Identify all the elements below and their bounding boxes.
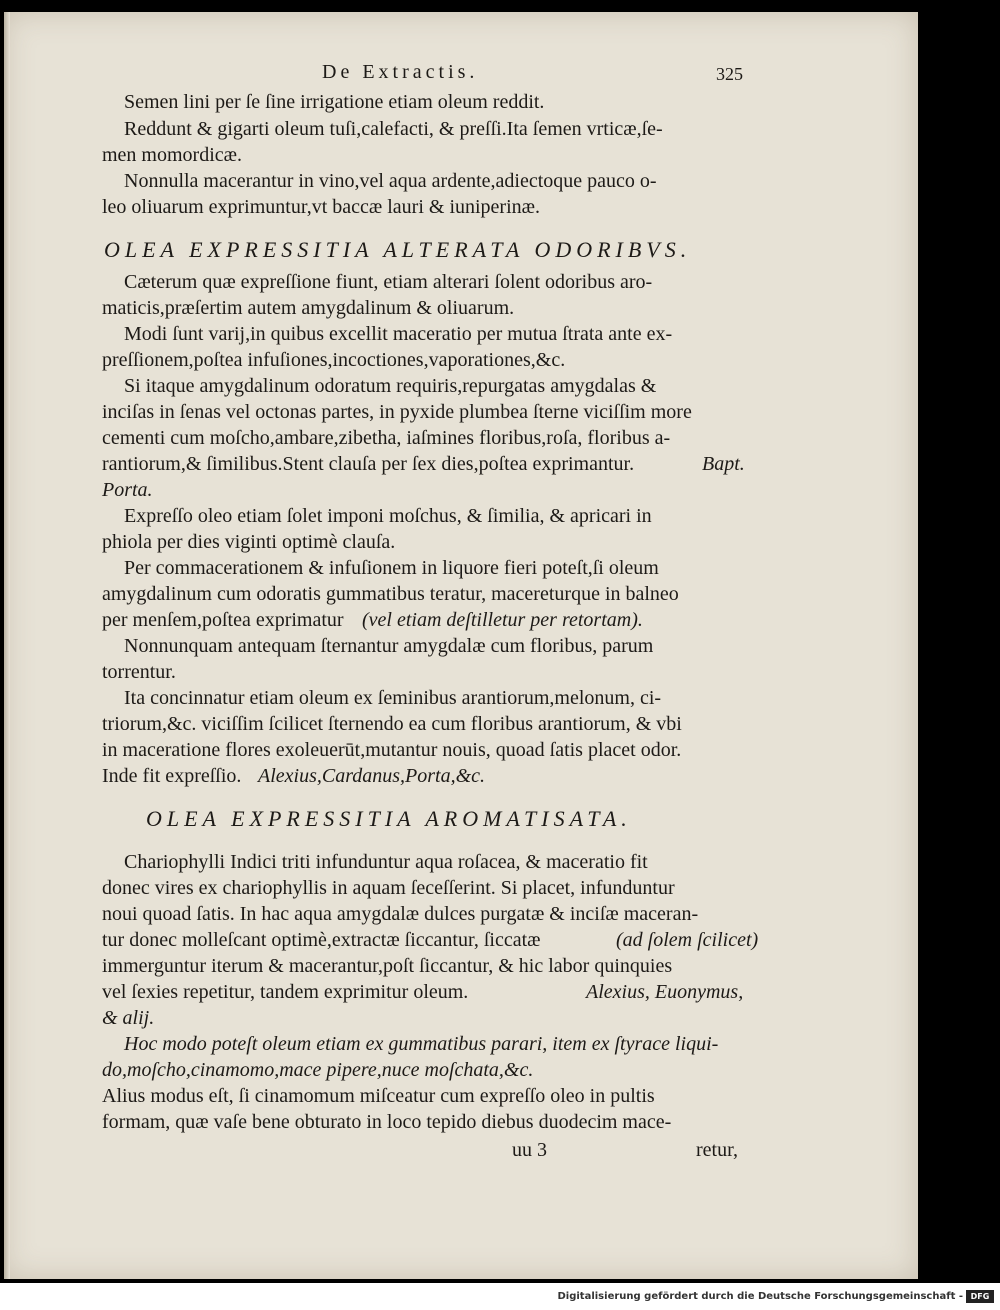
text-line: in maceratione flores exoleuerūt,mutantur nouis, quoad ſatis placet odor. <box>102 739 682 761</box>
text-line: preſſionem,poſtea infuſiones,incoctiones,vaporationes,&c. <box>102 349 566 371</box>
author-reference: Porta. <box>102 479 153 501</box>
text-line: Expreſſo oleo etiam ſolet imponi moſchus, & ſimilia, & apricari in <box>124 505 652 527</box>
text-line: Alius modus eſt, ſi cinamomum miſceatur cum expreſſo oleo in pultis <box>102 1085 655 1107</box>
text-line: formam, quæ vaſe bene obturato in loco tepido diebus duodecim mace- <box>102 1111 672 1133</box>
page-number: 325 <box>716 64 743 84</box>
text-line: phiola per dies viginti optimè clauſa. <box>102 531 396 553</box>
text-line: Inde fit expreſſio. <box>102 765 242 787</box>
italic-note: (ad ſolem ſcilicet) <box>616 929 759 951</box>
text-line: maticis,præſertim autem amygdalinum & oliuarum. <box>102 297 515 319</box>
text-line: Reddunt & gigarti oleum tuſi,calefacti, & preſſi.Ita ſemen vrticæ,ſe- <box>124 118 663 140</box>
text-line: amygdalinum cum odoratis gummatibus teratur, macereturque in balneo <box>102 583 679 605</box>
signature-mark: uu 3 <box>512 1139 547 1161</box>
text-line: tur donec molleſcant optimè,extractæ ſiccantur, ſiccatæ <box>102 929 541 951</box>
text-line: Si itaque amygdalinum odoratum requiris,repurgatas amygdalas & <box>124 375 657 397</box>
author-reference: & alij. <box>102 1007 155 1029</box>
catchword: retur, <box>696 1139 738 1161</box>
running-head: De Extractis. <box>322 61 479 83</box>
text-line: immerguntur iterum & macerantur,poſt ſiccantur, & hic labor quinquies <box>102 955 673 977</box>
text-line: inciſas in ſenas vel octonas partes, in pyxide plumbea ſterne viciſſim more <box>102 401 692 423</box>
digitization-footer <box>0 1283 1000 1310</box>
author-reference: Alexius, Euonymus, <box>586 981 744 1003</box>
text-line: cementi cum moſcho,ambare,zibetha, iaſmines floribus,roſa, floribus a- <box>102 427 671 449</box>
author-reference: Bapt. <box>702 453 745 475</box>
section-heading: OLEA EXPRESSITIA AROMATISATA. <box>146 806 632 831</box>
text-line: Semen lini per ſe ſine irrigatione etiam oleum reddit. <box>124 91 545 113</box>
text-line: leo oliuarum exprimuntur,vt baccæ lauri & iuniperinæ. <box>102 196 540 218</box>
italic-line: Hoc modo poteſt oleum etiam ex gummatibus parari, item ex ſtyrace liqui- <box>124 1033 719 1055</box>
text-line: rantiorum,& ſimilibus.Stent clauſa per ſex dies,poſtea exprimantur. <box>102 453 635 475</box>
author-reference: Alexius,Cardanus,Porta,&c. <box>258 765 486 787</box>
page-edge-shadow <box>4 12 10 1279</box>
text-line: Chariophylli Indici triti infunduntur aqua roſacea, & maceratio fit <box>124 851 648 873</box>
text-line: men momordicæ. <box>102 144 242 166</box>
text-line: Nonnunquam antequam ſternantur amygdalæ cum floribus, parum <box>124 635 654 657</box>
text-line: donec vires ex chariophyllis in aquam ſeceſſerint. Si placet, infunduntur <box>102 877 675 899</box>
text-line: Ita concinnatur etiam oleum ex ſeminibus arantiorum,melonum, ci- <box>124 687 662 709</box>
text-line: per menſem,poſtea exprimatur <box>102 609 344 631</box>
text-line: torrentur. <box>102 661 176 683</box>
dfg-logo: DFG <box>966 1290 994 1303</box>
section-heading: OLEA EXPRESSITIA ALTERATA ODORIBVS. <box>104 237 692 262</box>
text-line: Nonnulla macerantur in vino,vel aqua ardente,adiectoque pauco o- <box>124 170 657 192</box>
italic-note: (vel etiam deſtilletur per retortam). <box>362 609 643 631</box>
text-line: triorum,&c. viciſſim ſcilicet ſternendo ea cum floribus arantiorum, & vbi <box>102 713 682 735</box>
text-line: Cæterum quæ expreſſione fiunt, etiam alterari ſolent odoribus aro- <box>124 271 653 293</box>
text-line: Modi ſunt varij,in quibus excellit maceratio per mutua ſtrata ante ex- <box>124 323 673 345</box>
italic-line: do,moſcho,cinamomo,mace pipere,nuce moſchata,&c. <box>102 1059 534 1081</box>
text-line: Per commacerationem & infuſionem in liquore fieri poteſt,ſi oleum <box>124 557 659 579</box>
text-line: vel ſexies repetitur, tandem exprimitur oleum. <box>102 981 469 1003</box>
funding-credit: Digitalisierung gefördert durch die Deutsche Forschungsgemeinschaft - <box>557 1291 963 1302</box>
text-line: noui quoad ſatis. In hac aqua amygdalæ dulces purgatæ & inciſæ maceran- <box>102 903 699 925</box>
